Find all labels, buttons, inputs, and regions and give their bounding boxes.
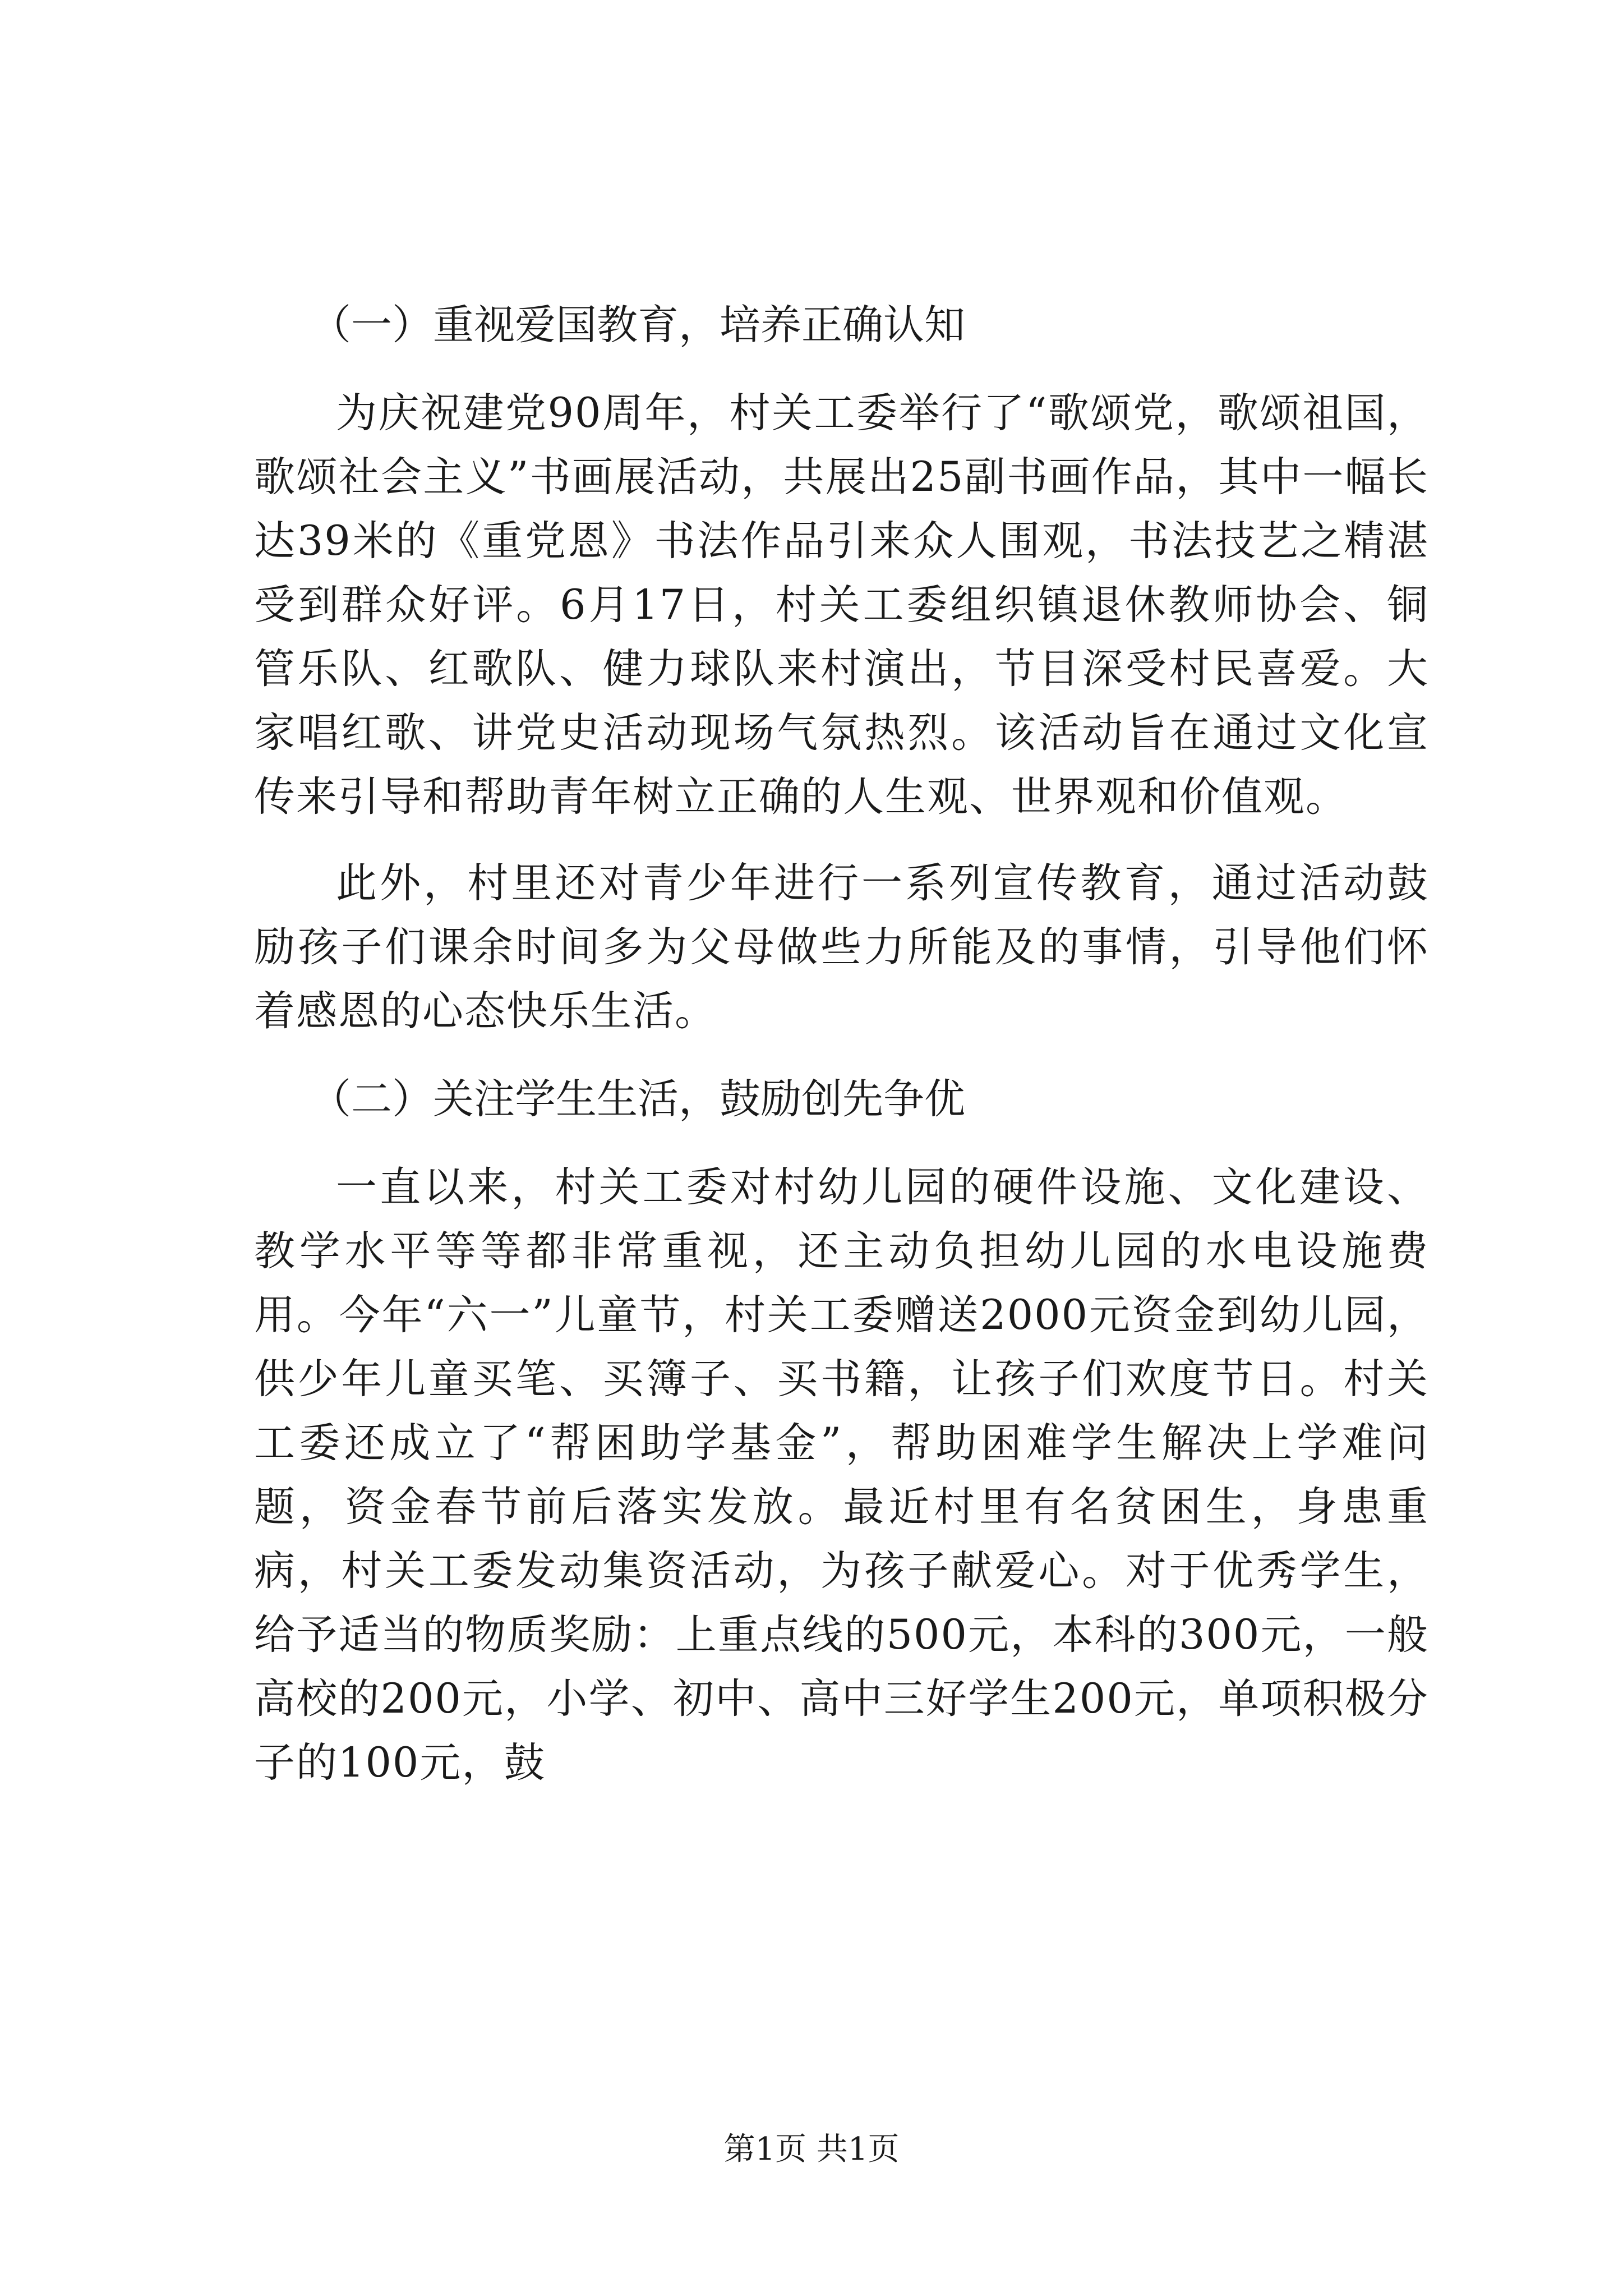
- document-body: [254, 292, 1429, 1818]
- page-footer: 第1页 共1页: [723, 2131, 900, 2168]
- paragraph-1: 为庆祝建党90周年，村关工委举行了“歌颂党，歌颂祖国，歌颂社会主义”书画展活动，共展出25副书画作品，其中一幅长达39米的《重党恩》书法作品引来众人围观，书法技艺之精湛受到群众好评。6月17日，村关工委组织镇退休教师协会、铜管乐队、红歌队、健力球队来村演出，节目深受村民喜爱。大家唱红歌、讲党史活动现场气氛热烈。该活动旨在通过文化宣传来引导和帮助青年树立正确的人生观、世界观和价值观。: [254, 389, 1429, 821]
- paragraph-2: 此外，村里还对青少年进行一系列宣传教育，通过活动鼓励孩子们课余时间多为父母做些力所能及的事情，引导他们怀着感恩的心态快乐生活。: [254, 859, 1429, 1035]
- section-heading-1: （一）重视爱国教育，培养正确认知: [310, 301, 965, 349]
- section-heading-2: （二）关注学生生活，鼓励创先争优: [310, 1075, 965, 1123]
- paragraph-3: 一直以来，村关工委对村幼儿园的硬件设施、文化建设、教学水平等等都非常重视，还主动负担幼儿园的水电设施费用。今年“六一”儿童节，村关工委赠送2000元资金到幼儿园，供少年儿童买笔、买簿子、买书籍，让孩子们欢度节日。村关工委还成立了“帮困助学基金”，帮助困难学生解决上学难问题，资金春节前后落实发放。最近村里有名贫困生，身患重病，村关工委发动集资活动，为孩子献爱心。对于优秀学生，给予适当的物质奖励：上重点线的500元，本科的300元，一般高校的200元，小学、初中、高中三好学生200元，单项积极分子的100元，鼓: [254, 1163, 1429, 1787]
